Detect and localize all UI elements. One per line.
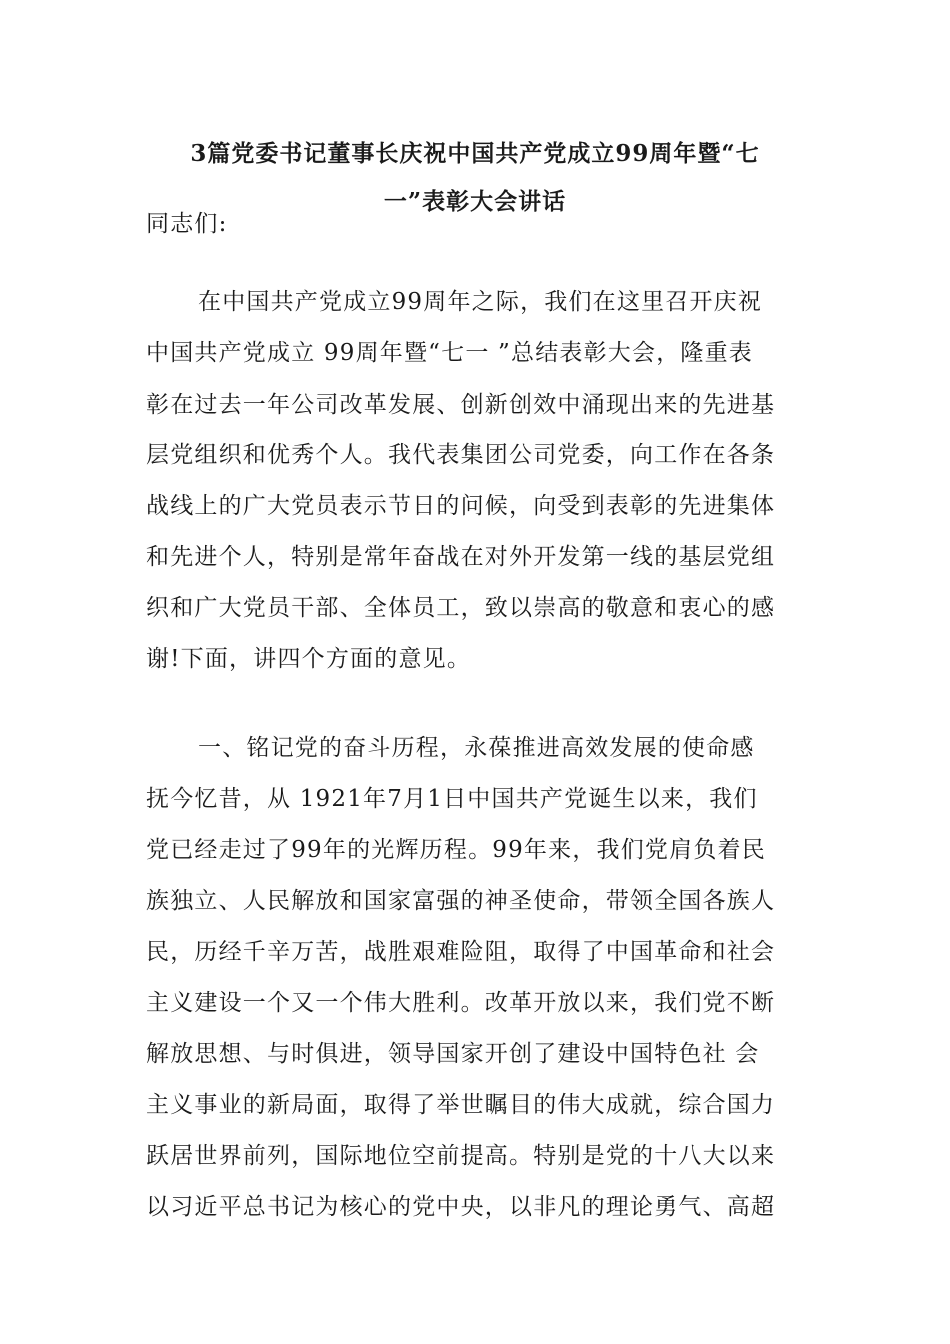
document-title-line-1: 3篇党委书记董事长庆祝中国共产党成立99周年暨“七 [190, 140, 760, 167]
section-paragraph-line: 以习近平总书记为核心的党中央，以非凡的理论勇气、高超 [146, 1194, 776, 1220]
intro-paragraph-line: 战线上的广大党员表示节日的问候，向受到表彰的先进集体 [146, 493, 776, 519]
intro-paragraph-line: 织和广大党员干部、全体员工，致以崇高的敬意和衷心的感 [146, 595, 776, 621]
section-heading: 一、铭记党的奋斗历程，永葆推进高效发展的使命感 [198, 735, 755, 761]
section-paragraph-line: 解放思想、与时俱进，领导国家开创了建设中国特色社 会 [146, 1041, 760, 1067]
section-paragraph-line: 民，历经千辛万苦，战胜艰难险阻，取得了中国革命和社会 [146, 939, 776, 965]
intro-paragraph-line: 在中国共产党成立99周年之际，我们在这里召开庆祝 [198, 289, 763, 315]
intro-paragraph-line: 中国共产党成立 99周年暨“七一 ”总结表彰大会，隆重表 [146, 340, 754, 366]
section-paragraph-line: 族独立、人民解放和国家富强的神圣使命，带领全国各族人 [146, 888, 776, 914]
document-title-line-2: 一”表彰大会讲话 [383, 188, 567, 215]
section-paragraph-line: 主义建设一个又一个伟大胜利。改革开放以来，我们党不断 [146, 990, 776, 1016]
section-paragraph-line: 党已经走过了99年的光辉历程。99年来，我们党肩负着民 [146, 837, 766, 863]
intro-paragraph-line: 彰在过去一年公司改革发展、创新创效中涌现出来的先进基 [146, 392, 776, 418]
intro-paragraph-line: 谢!下面，讲四个方面的意见。 [146, 646, 472, 672]
section-paragraph-line: 抚今忆昔，从 1921年7月1日中国共产党诞生以来，我们 [146, 786, 758, 812]
section-paragraph-line: 主义事业的新局面，取得了举世瞩目的伟大成就，综合国力 [146, 1092, 776, 1118]
salutation: 同志们: [146, 211, 228, 237]
intro-paragraph-line: 和先进个人，特别是常年奋战在对外开发第一线的基层党组 [146, 544, 776, 570]
intro-paragraph-line: 层党组织和优秀个人。我代表集团公司党委，向工作在各条 [146, 442, 776, 468]
section-paragraph-line: 跃居世界前列，国际地位空前提高。特别是党的十八大以来 [146, 1143, 776, 1169]
